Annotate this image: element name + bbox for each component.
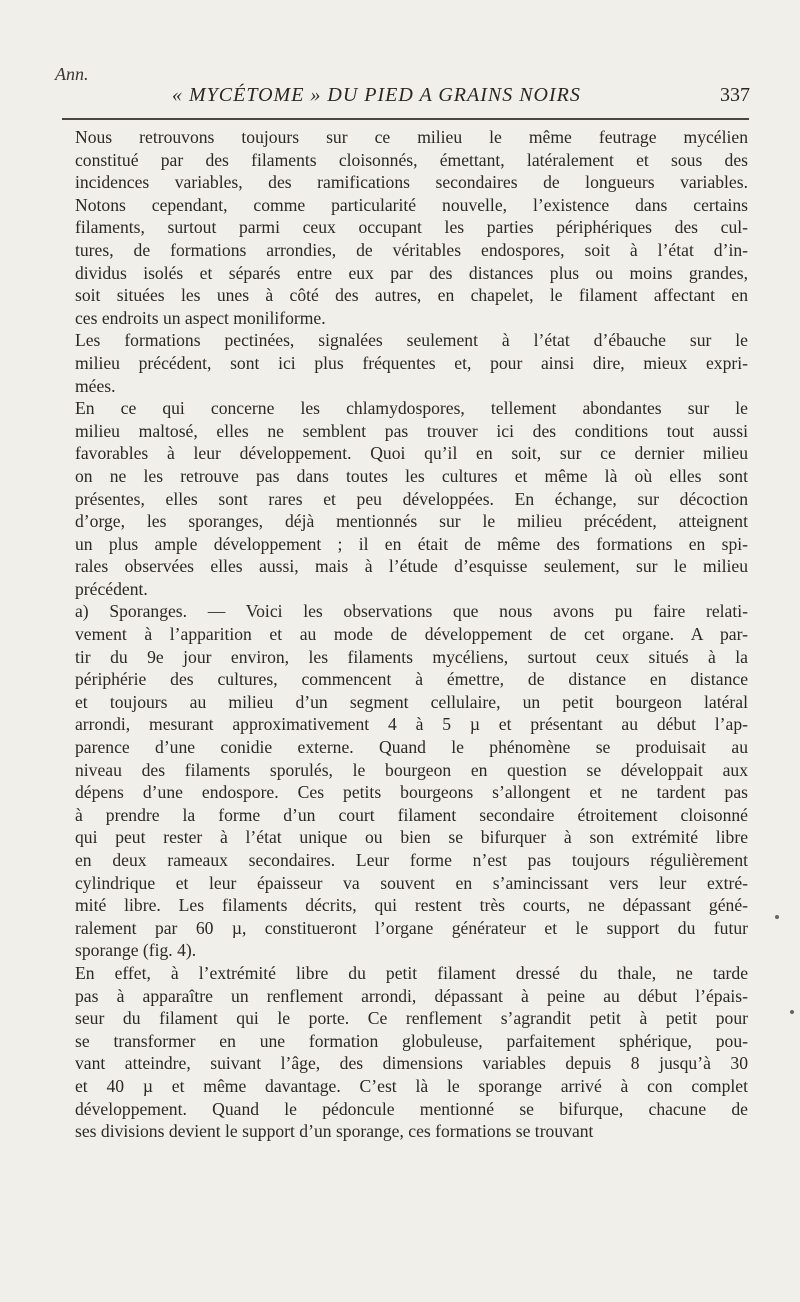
text-line: ralement par 60 µ, constitueront l’organe générateur et le support du futur xyxy=(75,917,748,938)
text-line: sporange (fig. 4). xyxy=(75,940,197,961)
text-line: arrondi, mesurant approximativement 4 à 5 µ et présentant au début l’ap- xyxy=(75,714,748,735)
running-head: Ann. xyxy=(55,64,89,84)
text-line: un plus ample développement ; il en était de même des formations en spi- xyxy=(75,533,748,554)
text-line: mées. xyxy=(75,375,116,396)
text-line: niveau des filaments sporulés, le bourgeon en question se développait aux xyxy=(75,759,748,780)
text-line: et toujours au milieu d’un segment cellulaire, un petit bourgeon latéral xyxy=(75,691,748,712)
text-line: pas à apparaître un renflement arrondi, dépassant à peine au début l’épais- xyxy=(75,985,748,1006)
paragraph xyxy=(55,329,748,397)
text-line: ses divisions devient le support d’un sporange, ces formations se trouvant xyxy=(75,1121,594,1142)
text-line: vement à l’apparition et au mode de développement de cet organe. A par- xyxy=(75,624,748,645)
page-header-title: « MYCÉTOME » DU PIED A GRAINS NOIRS xyxy=(172,84,581,106)
text-line: périphérie des cultures, commencent à émettre, de distance en distance xyxy=(75,669,748,690)
text-line: a) Sporanges. — Voici les observations que nous avons pu faire relati- xyxy=(75,601,748,622)
text-line: à prendre la forme d’un court filament secondaire étroitement cloisonné xyxy=(75,804,748,825)
text-line: Notons cependant, comme particularité nouvelle, l’existence dans certains xyxy=(75,194,748,215)
text-line: tir du 9e jour environ, les filaments mycéliens, surtout ceux situés à la xyxy=(75,646,748,667)
text-line: cylindrique et leur épaisseur va souvent en s’amincissant vers leur extré- xyxy=(75,872,748,893)
text-line: ces endroits un aspect moniliforme. xyxy=(75,307,326,328)
text-line: soit situées les unes à côté des autres, en chapelet, le filament affectant en xyxy=(75,285,748,306)
text-line: en deux rameaux secondaires. Leur forme n’est pas toujours régulièrement xyxy=(75,850,748,870)
text-line: qui peut rester à l’état unique ou bien se bifurquer à son extrémité libre xyxy=(75,827,748,848)
text-line: rales observées elles aussi, mais à l’étude d’esquisse seulement, sur le milieu xyxy=(75,556,748,577)
paragraph xyxy=(55,397,748,600)
text-line: d’orge, les sporanges, déjà mentionnés sur le milieu précédent, atteignent xyxy=(75,511,748,532)
text-line: développement. Quand le pédoncule mentionné se bifurque, chacune de xyxy=(75,1098,748,1119)
text-line: favorables à leur développement. Quoi qu’il en soit, sur ce dernier milieu xyxy=(75,443,748,464)
text-line: se transformer en une formation globuleuse, parfaitement sphérique, pou- xyxy=(75,1030,748,1051)
paragraph xyxy=(55,600,748,962)
text-line: présentes, elles sont rares et peu développées. En échange, sur décoction xyxy=(75,488,748,509)
text-line: parence d’une conidie externe. Quand le phénomène se produisait au xyxy=(75,737,748,758)
text-line: tures, de formations arrondies, de véritables endospores, soit à l’état d’in- xyxy=(75,239,748,260)
text-line: milieu maltosé, elles ne semblent pas trouver ici des conditions tout aussi xyxy=(75,420,748,441)
text-line: et 40 µ et même davantage. C’est là le sporange arrivé à con complet xyxy=(75,1075,748,1096)
text-line: filaments, surtout parmi ceux occupant les parties périphériques des cul- xyxy=(75,217,748,238)
text-line: on ne les retrouve pas dans toutes les cultures et même là où elles sont xyxy=(75,465,748,486)
text-line: En ce qui concerne les chlamydospores, tellement abondantes sur le xyxy=(75,398,748,419)
text-line: dividus isolés et séparés entre eux par des distances plus ou moins grandes, xyxy=(75,262,748,283)
text-line: Nous retrouvons toujours sur ce milieu le même feutrage mycélien xyxy=(75,127,748,147)
text-line: dépens d’une endospore. Ces petits bourgeons s’allongent et ne tardent pas xyxy=(75,782,748,803)
text-line: précédent. xyxy=(75,578,148,599)
page-number: 337 xyxy=(720,84,750,106)
paragraph xyxy=(55,962,748,1143)
margin-speck xyxy=(775,915,779,919)
text-line: En effet, à l’extrémité libre du petit filament dressé du thale, ne tarde xyxy=(75,962,748,983)
body-text xyxy=(55,126,748,1143)
text-line: Les formations pectinées, signalées seulement à l’état d’ébauche sur le xyxy=(75,330,748,351)
text-line: seur du filament qui le porte. Ce renflement s’agrandit petit à petit pour xyxy=(75,1008,748,1029)
text-line: incidences variables, des ramifications secondaires de longueurs variables. xyxy=(75,172,748,193)
text-line: mité libre. Les filaments décrits, qui restent très courts, ne dépassant géné- xyxy=(75,895,748,916)
paragraph xyxy=(55,126,748,329)
text-line: constitué par des filaments cloisonnés, émettant, latéralement et sous des xyxy=(75,149,748,170)
margin-speck xyxy=(790,1010,794,1014)
text-line: vant atteindre, suivant l’âge, des dimensions variables depuis 8 jusqu’à 30 xyxy=(75,1053,748,1074)
text-line: milieu précédent, sont ici plus fréquentes et, pour ainsi dire, mieux expri- xyxy=(75,352,748,373)
header-rule xyxy=(62,118,749,120)
